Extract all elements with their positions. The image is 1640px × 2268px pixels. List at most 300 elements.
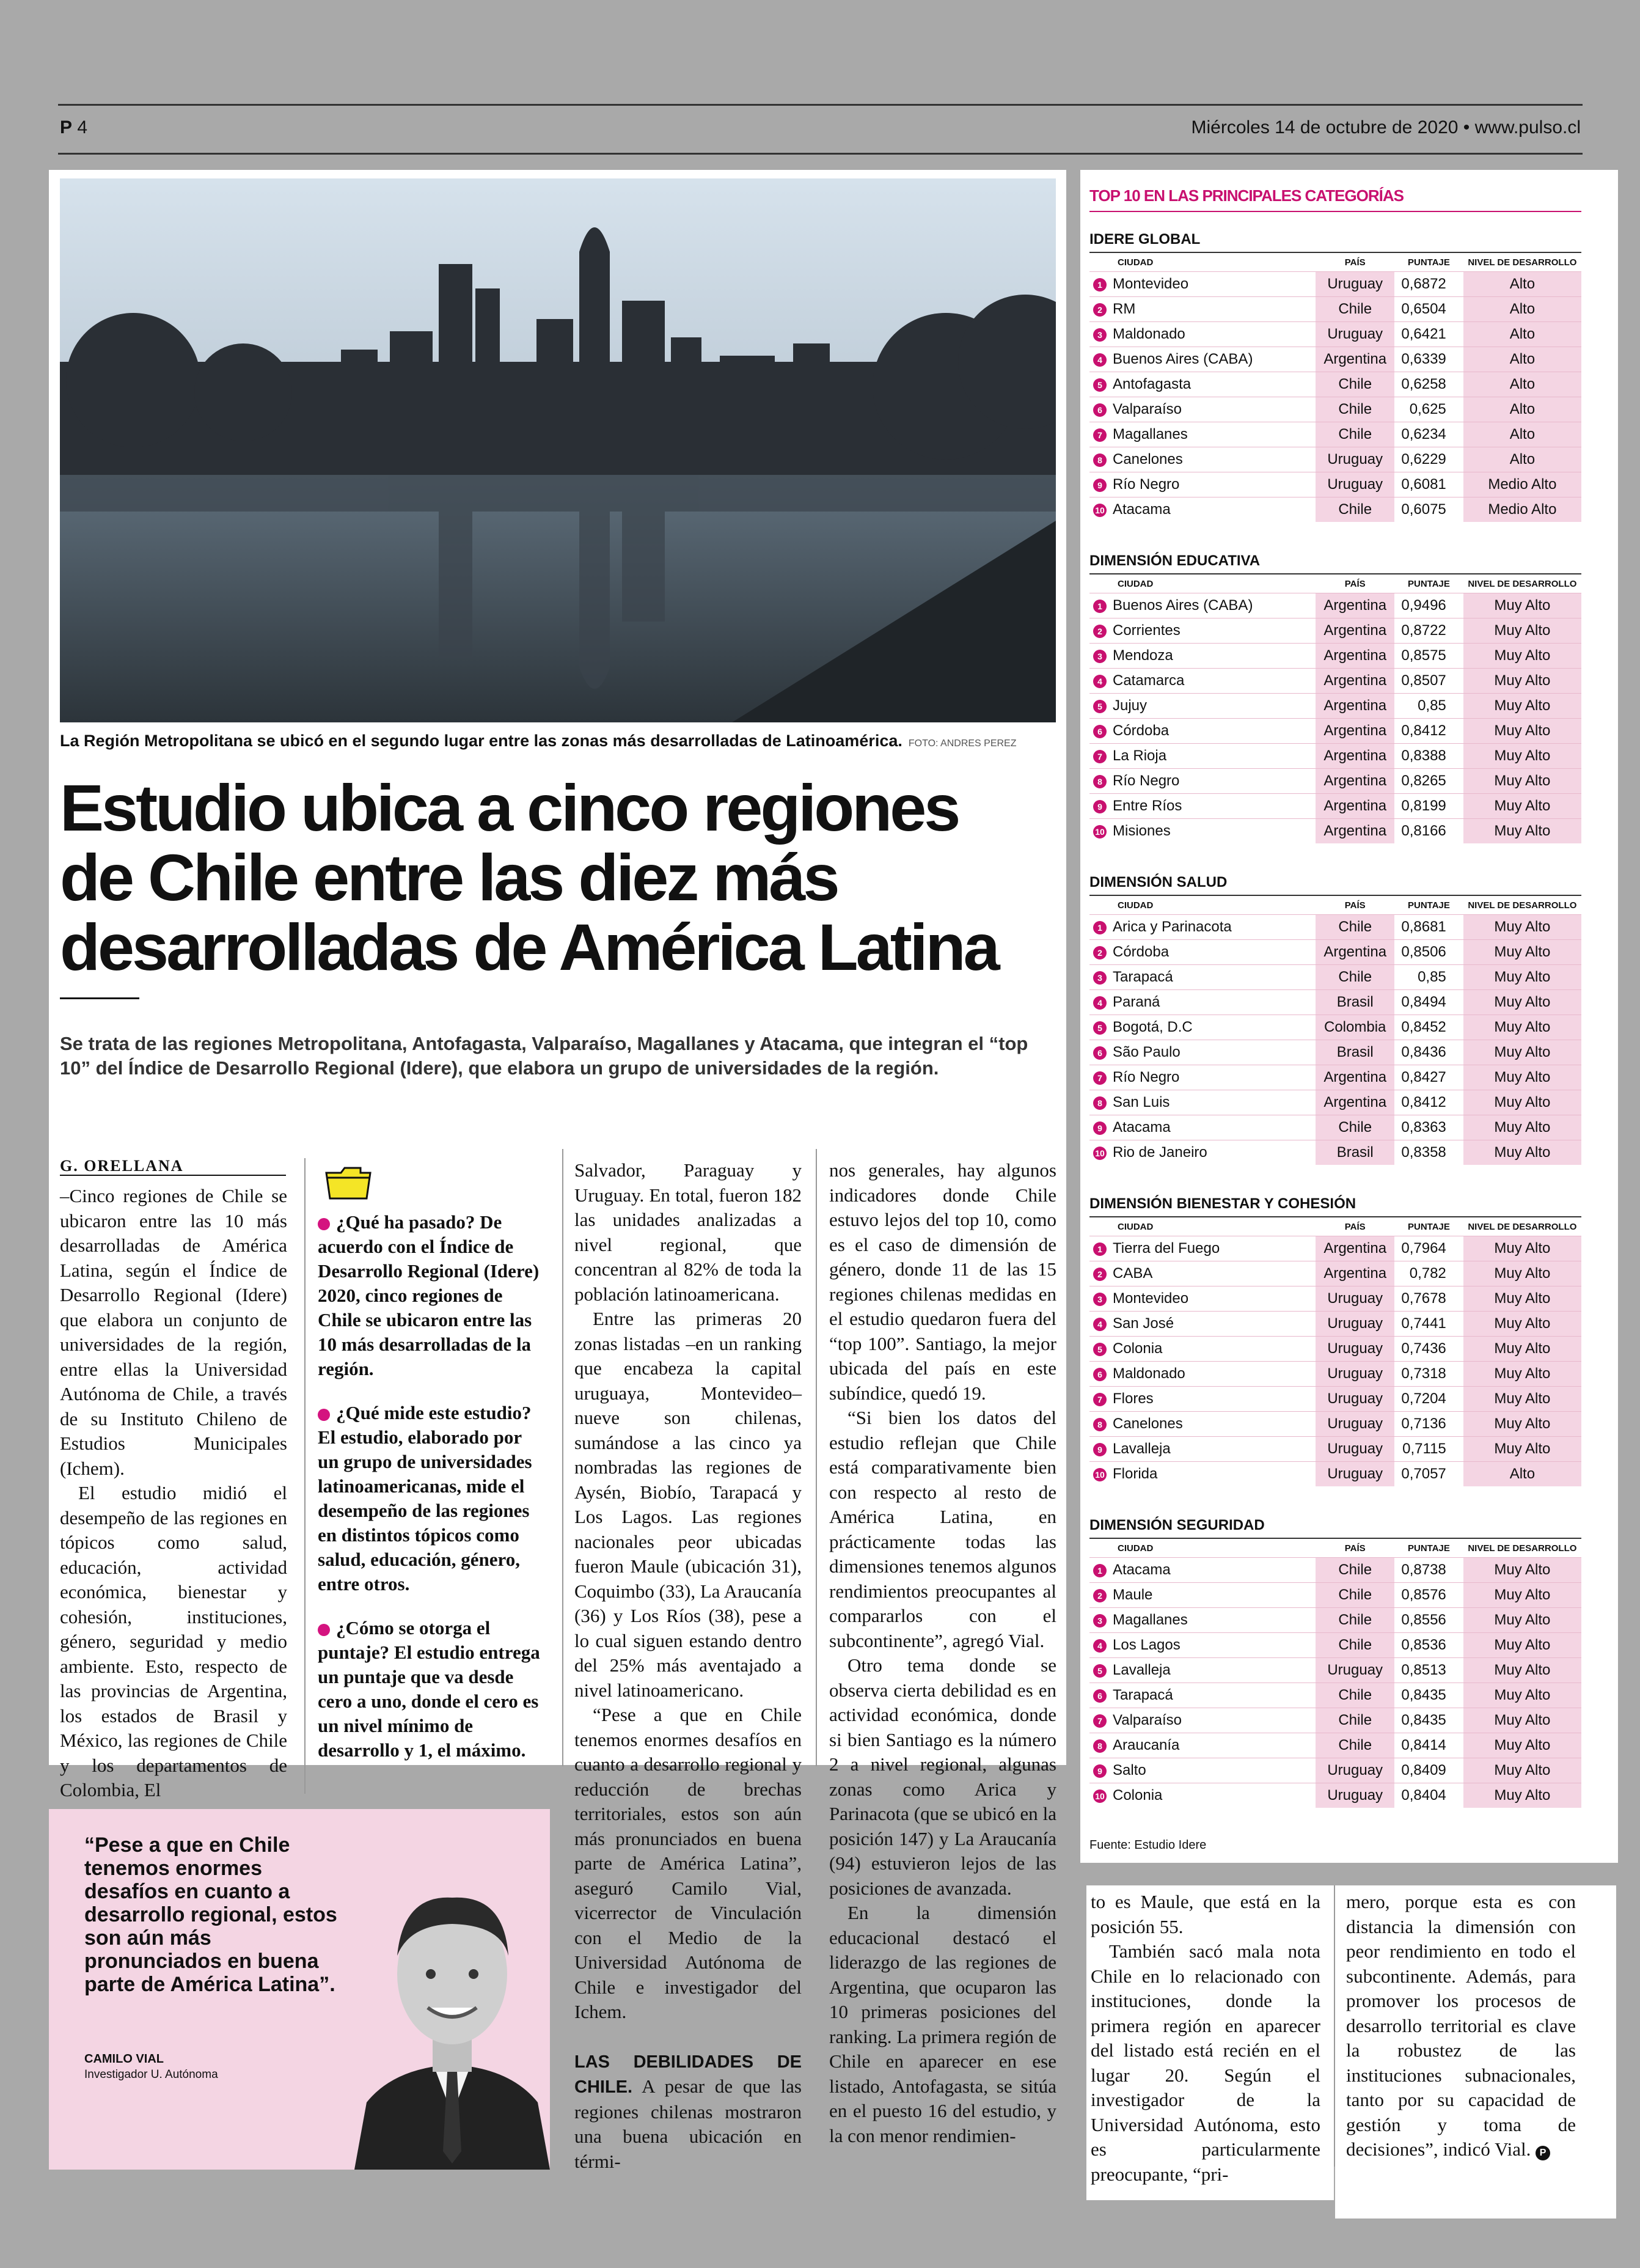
city-name: Tarapacá [1113,1687,1173,1703]
rank-badge: 5 [1093,1343,1107,1356]
headline-line-3: desarrolladas de América Latina [60,910,998,984]
level-cell: Alto [1463,397,1581,422]
city-cell [1089,1312,1316,1337]
city-name: Tierra del Fuego [1113,1240,1220,1257]
table-row [1089,1065,1581,1090]
column-header: PAÍS [1344,900,1366,911]
score-cell: 0,8427 [1394,1065,1463,1090]
score-cell: 0,6504 [1394,297,1463,322]
col5-paragraph-2: También sacó mala nota Chile en lo relacionado con instituciones, donde la primera región en aparecer del listado está recién en el lugar 20. Según el investigador de la Universidad Autónoma, esto es particularmente preocupante, “pri- [1091,1940,1320,2185]
level-cell: Muy Alto [1463,769,1581,794]
level-cell: Muy Alto [1463,1140,1581,1165]
level-cell: Muy Alto [1463,1733,1581,1758]
table-row [1089,769,1581,794]
score-cell: 0,9496 [1394,593,1463,618]
table-row [1089,819,1581,844]
country-cell: Argentina [1316,940,1394,965]
ranking-table [1089,1539,1581,1808]
city-cell [1089,1040,1316,1065]
caption-text: La Región Metropolitana se ubicó en el segundo lugar entre las zonas más desarrolladas de Latinoamérica. [60,732,902,750]
col6-text: mero, porque esta es con distancia la dimensión con peor rendimiento en todo el subcontinente. Además, para promover los procesos de desarrollo territorial es clave la robustez de las instituciones subnacionales, tanto por su capacidad de gestión y toma de decisiones”, indicó Vial. [1346,1891,1576,2160]
city-cell [1089,694,1316,719]
score-cell: 0,8265 [1394,769,1463,794]
table-row [1089,719,1581,744]
country-cell: Argentina [1316,669,1394,694]
col4-paragraph-2: “Si bien los datos del estudio reflejan que Chile está comparativamente bien con respecto al resto de América Latina, en prácticamente todas las dimensiones tenemos algunos rendimientos preocupantes al compararlos con el subcontinente”, agregó Vial. [829,1407,1056,1651]
level-cell: Muy Alto [1463,694,1581,719]
city-cell [1089,1583,1316,1608]
level-cell: Alto [1463,347,1581,372]
table-row [1089,794,1581,819]
level-cell: Muy Alto [1463,1015,1581,1040]
city-cell [1089,644,1316,669]
table-row [1089,1236,1581,1261]
rank-badge: 8 [1093,775,1107,788]
col3-paragraph-4 [574,2049,802,2174]
rank-badge: 4 [1093,996,1107,1010]
column-4 [829,1158,1056,2148]
score-cell: 0,8575 [1394,644,1463,669]
country-cell: Uruguay [1316,447,1394,472]
city-cell [1089,744,1316,769]
table-row [1089,1633,1581,1658]
level-cell: Medio Alto [1463,497,1581,523]
city-name: Arica y Parinacota [1113,919,1232,935]
pull-quote-role: Investigador U. Autónoma [84,2068,218,2081]
city-name: Paraná [1113,994,1160,1010]
column-3 [574,1158,802,2174]
score-cell: 0,7678 [1394,1286,1463,1312]
country-cell: Argentina [1316,794,1394,819]
table-row [1089,1040,1581,1065]
ranking-table [1089,896,1581,1165]
country-cell: Uruguay [1316,1758,1394,1783]
level-cell: Muy Alto [1463,819,1581,844]
bullet-icon [318,1624,330,1636]
country-cell: Argentina [1316,1090,1394,1115]
city-name: Atacama [1113,1119,1171,1136]
rank-badge: 1 [1093,600,1107,613]
country-cell: Chile [1316,397,1394,422]
table-row [1089,372,1581,397]
rank-badge: 6 [1093,1368,1107,1381]
rank-badge: 10 [1093,1789,1107,1803]
city-name: Misiones [1113,823,1171,839]
city-cell [1089,347,1316,372]
city-name: La Rioja [1113,747,1167,764]
city-cell [1089,272,1316,297]
qa-question-1: ¿Qué ha pasado? [336,1211,475,1233]
city-name: San José [1113,1315,1174,1332]
column-header: PUNTAJE [1407,900,1450,911]
score-cell: 0,7964 [1394,1236,1463,1261]
level-cell: Muy Alto [1463,1115,1581,1140]
table-row [1089,644,1581,669]
city-cell [1089,472,1316,497]
score-cell: 0,8358 [1394,1140,1463,1165]
rank-badge: 4 [1093,675,1107,688]
byline-rule [60,1175,286,1176]
city-cell [1089,1683,1316,1708]
score-cell: 0,8414 [1394,1733,1463,1758]
score-cell: 0,8513 [1394,1658,1463,1683]
country-cell: Colombia [1316,1015,1394,1040]
rank-badge: 5 [1093,378,1107,392]
headline [60,773,1062,982]
column-header: CIUDAD [1118,900,1154,911]
col5-paragraph-1: to es Maule, que está en la posición 55. [1091,1891,1320,1937]
column-header: NIVEL DE DESARROLLO [1468,1221,1577,1232]
score-cell: 0,8681 [1394,915,1463,940]
city-name: Magallanes [1113,426,1188,442]
deck: Se trata de las regiones Metropolitana, Antofagasta, Valparaíso, Magallanes y Atacama, que integran el “top 10” del Índice de Desarrollo Regional (Idere), que elabora un grupo de universidades de la región. [60,1033,1028,1079]
city-cell [1089,497,1316,523]
city-cell [1089,769,1316,794]
table-row [1089,1733,1581,1758]
rank-badge: 10 [1093,504,1107,517]
column-header: PUNTAJE [1407,257,1450,268]
col3-divider [562,1149,563,1766]
ranking-section [1089,231,1581,522]
city-cell [1089,1337,1316,1362]
city-cell [1089,1558,1316,1583]
qa-box [318,1210,547,1782]
column-header: PUNTAJE [1407,1543,1450,1554]
page-number-value: 4 [77,117,88,138]
table-row [1089,472,1581,497]
city-name: Río Negro [1113,773,1180,789]
table-row [1089,1261,1581,1286]
country-cell: Argentina [1316,618,1394,644]
score-cell: 0,8506 [1394,940,1463,965]
city-name: Canelones [1113,451,1183,468]
rank-badge: 9 [1093,1764,1107,1778]
city-name: Lavalleja [1113,1662,1171,1678]
rank-badge: 7 [1093,1071,1107,1085]
rank-badge: 2 [1093,946,1107,960]
country-cell: Chile [1316,965,1394,990]
rank-badge: 5 [1093,700,1107,713]
country-cell: Uruguay [1316,1362,1394,1387]
date-site: Miércoles 14 de octubre de 2020 • www.pulso.cl [1191,117,1581,138]
city-cell [1089,1437,1316,1462]
end-mark-icon: P [1536,2146,1550,2160]
city-name: Araucanía [1113,1737,1180,1753]
city-name: Lavalleja [1113,1440,1171,1457]
city-cell [1089,447,1316,472]
country-cell: Argentina [1316,694,1394,719]
country-cell: Uruguay [1316,1412,1394,1437]
score-cell: 0,8556 [1394,1608,1463,1633]
bottom-rule [58,153,1583,155]
column-header: PUNTAJE [1407,578,1450,589]
score-cell: 0,7204 [1394,1387,1463,1412]
country-cell: Argentina [1316,644,1394,669]
city-name: Catamarca [1113,672,1185,689]
city-cell [1089,915,1316,940]
city-name: Flores [1113,1390,1154,1407]
rank-badge: 6 [1093,1046,1107,1060]
score-cell: 0,8494 [1394,990,1463,1015]
rank-badge: 3 [1093,328,1107,342]
city-name: Bogotá, D.C [1113,1019,1193,1035]
table-row [1089,422,1581,447]
country-cell: Chile [1316,1558,1394,1583]
score-cell: 0,8507 [1394,669,1463,694]
city-cell [1089,1708,1316,1733]
level-cell: Muy Alto [1463,940,1581,965]
level-cell: Muy Alto [1463,1387,1581,1412]
rank-badge: 8 [1093,453,1107,467]
city-name: Magallanes [1113,1612,1188,1628]
level-cell: Alto [1463,322,1581,347]
country-cell: Argentina [1316,819,1394,844]
table-row [1089,1312,1581,1337]
level-cell: Muy Alto [1463,719,1581,744]
table-row [1089,1583,1581,1608]
level-cell: Muy Alto [1463,1312,1581,1337]
score-cell: 0,8436 [1394,1040,1463,1065]
column-header: CIUDAD [1118,1543,1154,1554]
rank-badge: 7 [1093,1393,1107,1406]
city-cell [1089,1115,1316,1140]
ranking-section [1089,552,1581,843]
score-cell: 0,6075 [1394,497,1463,523]
table-row [1089,744,1581,769]
city-cell [1089,965,1316,990]
country-cell: Uruguay [1316,1387,1394,1412]
level-cell: Muy Alto [1463,1437,1581,1462]
level-cell: Alto [1463,447,1581,472]
rank-badge: 2 [1093,625,1107,638]
score-cell: 0,7057 [1394,1462,1463,1487]
city-cell [1089,1261,1316,1286]
table-row [1089,1708,1581,1733]
city-cell [1089,669,1316,694]
city-cell [1089,297,1316,322]
rank-badge: 10 [1093,825,1107,839]
country-cell: Uruguay [1316,272,1394,297]
level-cell: Muy Alto [1463,794,1581,819]
city-cell [1089,1140,1316,1165]
qa-item-1 [318,1210,547,1381]
table-row [1089,1683,1581,1708]
level-cell: Muy Alto [1463,644,1581,669]
table-row [1089,593,1581,618]
city-name: Rio de Janeiro [1113,1144,1207,1161]
section-title: DIMENSIÓN SALUD [1089,874,1581,896]
city-name: Valparaíso [1113,1712,1182,1728]
col3-paragraph-2: Entre las primeras 20 zonas listadas –en un ranking que encabeza la capital uruguaya, Montevideo– nueve son chilenas, sumándose a las cinco ya nombradas las regiones de Aysén, Biobío, Tarapacá y Los Lagos. Las regiones nacionales peor ubicadas fueron Maule (ubicación 31), Coquimbo (33), La Araucanía (36) y Los Ríos (38), pese a lo cual siguen estando dentro del 25% más aventajado a nivel latinoamericano. [574,1308,802,1701]
city-cell [1089,1286,1316,1312]
city-cell [1089,1015,1316,1040]
city-cell [1089,1462,1316,1487]
city-cell [1089,1090,1316,1115]
country-cell: Chile [1316,1115,1394,1140]
col3-paragraph-1: Salvador, Paraguay y Uruguay. En total, fueron 182 las unidades analizadas a nivel regional, que concentran al 82% de toda la población latinoamericana. [574,1159,802,1305]
country-cell: Uruguay [1316,1337,1394,1362]
score-cell: 0,6229 [1394,447,1463,472]
col1-paragraph-1: –Cinco regiones de Chile se ubicaron entre las 10 más desarrolladas de América Latina, según el Índice de Desarrollo Regional (Idere) que elabora un conjunto de universidades de la región, entre ellas la Universidad Autónoma de Chile, a través de su Instituto Chileno de Estudios Municipales (Ichem). [60,1185,287,1479]
level-cell: Muy Alto [1463,669,1581,694]
table-row [1089,1286,1581,1312]
rank-badge: 2 [1093,1268,1107,1281]
score-cell: 0,6339 [1394,347,1463,372]
column-1 [60,1184,287,1803]
country-cell: Brasil [1316,990,1394,1015]
score-cell: 0,6081 [1394,472,1463,497]
level-cell: Muy Alto [1463,1261,1581,1286]
level-cell: Muy Alto [1463,1683,1581,1708]
rank-badge: 9 [1093,479,1107,492]
column-header: NIVEL DE DESARROLLO [1468,900,1577,911]
city-cell [1089,1658,1316,1683]
level-cell: Muy Alto [1463,1286,1581,1312]
city-cell [1089,990,1316,1015]
rank-badge: 9 [1093,1443,1107,1456]
ranking-tables [1089,231,1581,1838]
table-row [1089,1412,1581,1437]
table-row [1089,618,1581,644]
country-cell: Brasil [1316,1040,1394,1065]
table-row [1089,965,1581,990]
city-name: Maule [1113,1587,1153,1603]
ranking-section [1089,1517,1581,1808]
bullet-icon [318,1218,330,1230]
level-cell: Muy Alto [1463,1236,1581,1261]
score-cell: 0,7136 [1394,1412,1463,1437]
rank-badge: 3 [1093,650,1107,663]
city-name: Entre Ríos [1113,798,1182,814]
table-row [1089,272,1581,297]
section-title: DIMENSIÓN EDUCATIVA [1089,552,1581,574]
country-cell: Chile [1316,372,1394,397]
country-cell: Argentina [1316,719,1394,744]
score-cell: 0,85 [1394,694,1463,719]
rank-badge: 5 [1093,1664,1107,1678]
city-name: Córdoba [1113,722,1170,739]
table-row [1089,1462,1581,1487]
city-name: Montevideo [1113,1290,1189,1307]
city-cell [1089,372,1316,397]
level-cell: Medio Alto [1463,472,1581,497]
col4-paragraph-4: En la dimensión educacional destacó el liderazgo de las regiones de Argentina, que ocuparon las 10 primeras posiciones del ranking. La primera región de Chile en aparecer en ese listado, Antofagasta, se sitúa en el puesto 16 del estudio, y la con menor rendimien- [829,1902,1056,2146]
pull-quote-name: CAMILO VIAL [84,2052,164,2066]
score-cell: 0,625 [1394,397,1463,422]
level-cell: Muy Alto [1463,1090,1581,1115]
city-cell [1089,1387,1316,1412]
col4-paragraph-1: nos generales, hay algunos indicadores donde Chile estuvo lejos del top 10, como es el caso de dimensión de género, donde 11 de las 15 regiones chilenas medidas en el estudio quedaron fuera del “top 100”. Santiago, la mejor ubicada del país en este subíndice, quedó 19. [829,1159,1056,1404]
qa-question-3: ¿Cómo se otorga el puntaje? [318,1617,491,1663]
level-cell: Muy Alto [1463,1783,1581,1808]
country-cell: Chile [1316,422,1394,447]
score-cell: 0,7441 [1394,1312,1463,1337]
rank-badge: 10 [1093,1147,1107,1160]
score-cell: 0,8409 [1394,1758,1463,1783]
qa-item-2 [318,1401,547,1596]
country-cell: Argentina [1316,1065,1394,1090]
city-cell [1089,593,1316,618]
qa-item-3 [318,1616,547,1763]
level-cell: Muy Alto [1463,915,1581,940]
city-cell [1089,422,1316,447]
score-cell: 0,7436 [1394,1337,1463,1362]
level-cell: Muy Alto [1463,990,1581,1015]
country-cell: Chile [1316,497,1394,523]
table-row [1089,694,1581,719]
country-cell: Uruguay [1316,322,1394,347]
city-cell [1089,1065,1316,1090]
rank-badge: 6 [1093,725,1107,738]
debilidades-subhead: LAS DEBILIDADES DE CHILE. [574,2052,802,2097]
rank-badge: 7 [1093,1714,1107,1728]
city-cell [1089,1412,1316,1437]
city-name: São Paulo [1113,1044,1181,1060]
qa-answer-2: El estudio, elaborado por un grupo de universidades latinoamericanas, mide el desempeño de las regiones en distintos tópicos como salud, educación, género, entre otros. [318,1426,532,1595]
country-cell: Uruguay [1316,1783,1394,1808]
column-header: CIUDAD [1118,578,1154,589]
city-name: Río Negro [1113,476,1180,493]
city-name: Canelones [1113,1415,1183,1432]
ranking-section [1089,1195,1581,1486]
table-row [1089,497,1581,523]
page-number: P 4 [60,117,88,138]
column-header: CIUDAD [1118,257,1154,268]
rank-badge: 9 [1093,1121,1107,1135]
ranking-table [1089,574,1581,843]
rank-badge: 8 [1093,1418,1107,1431]
score-cell: 0,8452 [1394,1015,1463,1040]
rank-badge: 1 [1093,1242,1107,1256]
level-cell: Muy Alto [1463,1558,1581,1583]
table-row [1089,1758,1581,1783]
score-cell: 0,8738 [1394,1558,1463,1583]
city-name: Antofagasta [1113,376,1192,392]
score-cell: 0,8199 [1394,794,1463,819]
byline: G. ORELLANA [60,1157,184,1175]
score-cell: 0,782 [1394,1261,1463,1286]
tables-title: TOP 10 EN LAS PRINCIPALES CATEGORÍAS [1089,186,1404,205]
score-cell: 0,8435 [1394,1683,1463,1708]
country-cell: Uruguay [1316,1462,1394,1487]
rank-badge: 3 [1093,1293,1107,1306]
table-row [1089,347,1581,372]
rank-badge: 8 [1093,1096,1107,1110]
city-name: RM [1113,301,1136,317]
city-cell [1089,940,1316,965]
level-cell: Muy Alto [1463,1633,1581,1658]
level-cell: Muy Alto [1463,965,1581,990]
score-cell: 0,6258 [1394,372,1463,397]
city-name: Tarapacá [1113,969,1173,985]
rank-badge: 9 [1093,800,1107,813]
level-cell: Muy Alto [1463,1362,1581,1387]
country-cell: Argentina [1316,1261,1394,1286]
rank-badge: 1 [1093,1564,1107,1577]
city-name: Atacama [1113,1562,1171,1578]
column-header: PAÍS [1344,257,1366,268]
rank-badge: 5 [1093,1021,1107,1035]
photo-credit: FOTO: ANDRES PEREZ [908,738,1017,749]
city-cell [1089,1362,1316,1387]
city-cell [1089,322,1316,347]
section-title: IDERE GLOBAL [1089,231,1581,253]
rank-badge: 1 [1093,278,1107,292]
rank-badge: 4 [1093,1639,1107,1653]
column-6 [1346,1890,1576,2162]
score-cell: 0,8404 [1394,1783,1463,1808]
top-rule [58,104,1583,106]
